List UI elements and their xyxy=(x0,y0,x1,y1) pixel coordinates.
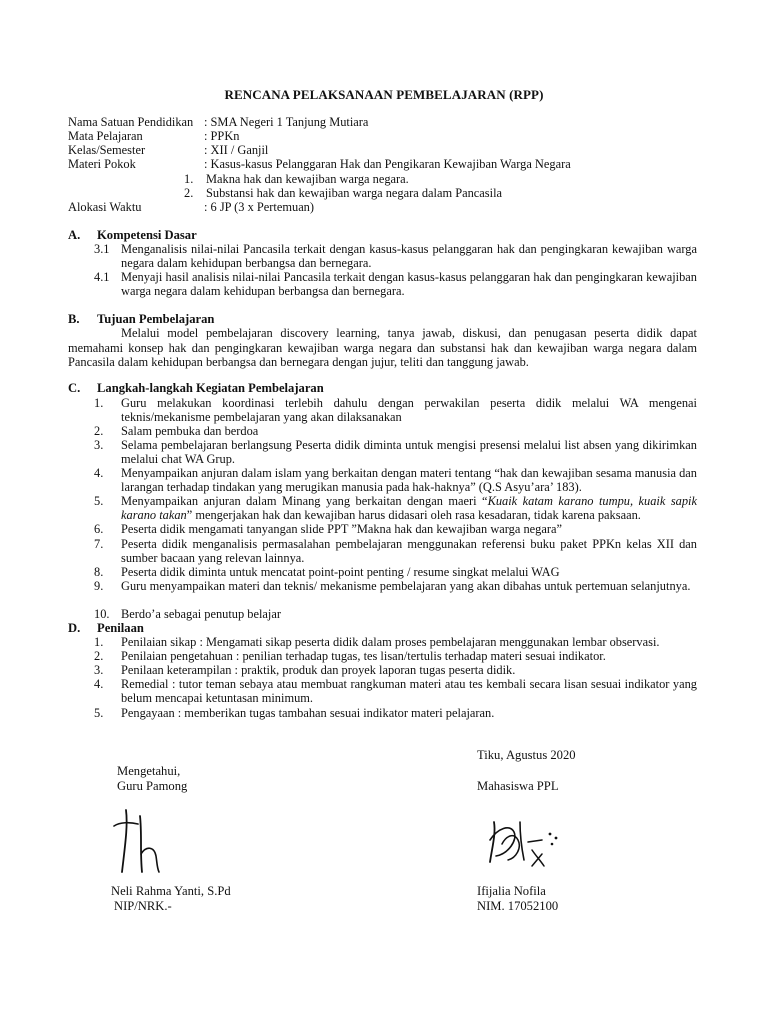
assessment-text-1: Penilaian sikap : Mengamati sikap peserta didik dalam proses pembelajaran menggunakan lembar observasi. xyxy=(121,635,660,649)
assessment-text-3: Penilaan keterampilan : praktik, produk dan proyek laporan tugas peserta didik. xyxy=(121,663,516,677)
materi-sub-num-1: 1. xyxy=(184,172,194,186)
step-num-2: 2. xyxy=(94,424,104,438)
step-text-6: Peserta didik mengamati tanyangan slide PPT ”Makna hak dan kewajiban warga negara” xyxy=(121,522,562,536)
kd-num-1: 3.1 xyxy=(94,242,110,256)
identity-label-topic: Materi Pokok xyxy=(68,157,136,171)
kd-num-2: 4.1 xyxy=(94,270,110,284)
assessment-num-1: 1. xyxy=(94,635,104,649)
tujuan-paragraph: Melalui model pembelajaran discovery learning, tanya jawab, diskusi, dan penugasan peserta didik dapat memahami konsep hak dan pengingkaran kewajiban warga negara dan substansi hak dan kewajiban warga negara dalam Pancasila dalam kehidupan berbangsa dan bernegara dengan jujur, teliti dan tanggung jawab. xyxy=(68,326,697,369)
identity-value-topic: : Kasus-kasus Pelanggaran Hak dan Pengikaran Kewajiban Warga Negara xyxy=(204,157,571,171)
section-b-letter: B. xyxy=(68,312,80,326)
step-num-4: 4. xyxy=(94,466,104,480)
section-c-title: Langkah-langkah Kegiatan Pembelajaran xyxy=(97,381,324,395)
step-text-9: Guru menyampaikan materi dan teknis/ mekanisme pembelajaran yang akan dibahas untuk pertemuan selanjutnya. xyxy=(121,579,691,593)
step-text-10: Berdo’a sebagai penutup belajar xyxy=(121,607,281,621)
left-signer-line1: Mengetahui, xyxy=(117,764,181,778)
step-num-10: 10. xyxy=(94,607,110,621)
section-b-title: Tujuan Pembelajaran xyxy=(97,312,215,326)
document-title: RENCANA PELAKSANAAN PEMBELAJARAN (RPP) xyxy=(224,87,544,102)
left-signer-name: Neli Rahma Yanti, S.Pd xyxy=(111,884,231,898)
section-c-heading xyxy=(68,381,324,396)
assessment-num-3: 3. xyxy=(94,663,104,677)
assessment-text-4: Remedial : tutor teman sebaya atau membuat rangkuman materi atau tes kembali secara lisan sesuai indikator yang belum mencapai ketuntasan minimum. xyxy=(121,677,697,706)
identity-label-class: Kelas/Semester xyxy=(68,143,146,157)
step-num-7: 7. xyxy=(94,537,104,551)
identity-value-time: : 6 JP (3 x Pertemuan) xyxy=(204,200,315,214)
step-text-1: Guru melakukan koordinasi terlebih dahulu dengan perwakilan peserta didik melalui WA mengenai teknis/mekanisme pembelajaran yang akan dilaksanakan xyxy=(121,396,697,425)
step-text-2: Salam pembuka dan berdoa xyxy=(121,424,259,438)
step-num-1: 1. xyxy=(94,396,104,410)
identity-value-school: : SMA Negeri 1 Tanjung Mutiara xyxy=(204,115,369,129)
step-num-6: 6. xyxy=(94,522,104,536)
section-c-letter: C. xyxy=(68,381,81,395)
section-a-letter: A. xyxy=(68,228,81,242)
kd-text-1: Menganalisis nilai-nilai Pancasila terkait dengan kasus-kasus pelanggaran hak dan pengingkaran kewajiban warga negara dalam kehidupan berbangsa dan bernegara. xyxy=(121,242,697,271)
section-a-title: Kompetensi Dasar xyxy=(97,228,197,242)
materi-sub-text-2: Substansi hak dan kewajiban warga negara dalam Pancasila xyxy=(206,186,503,200)
materi-sub-text-1: Makna hak dan kewajiban warga negara. xyxy=(206,172,409,186)
step-5-minang-proverb: Kuaik katam karano tumpu, kuaik sapik karano takan xyxy=(121,494,698,523)
identity-value-subject: : PPKn xyxy=(204,129,240,143)
step-text-3: Selama pembelajaran berlangsung Peserta didik diminta untuk mengisi presensi melalui list absen yang dikirimkan melalui chat WA Grup. xyxy=(121,438,697,467)
kd-text-2: Menyaji hasil analisis nilai-nilai Pancasila terkait dengan kasus-kasus pelanggaran hak dan pengingkaran kewajiban warga negara dalam kehidupan berbangsa dan bernegara. xyxy=(121,270,697,299)
left-signature-icon xyxy=(110,806,180,878)
place-date: Tiku, Agustus 2020 xyxy=(477,748,576,762)
step-text-4: Menyampaikan anjuran dalam islam yang berkaitan dengan materi tentang “hak dan kewajiban sesama manusia dan larangan terhadap tindakan yang merugikan manusia pada hak-haknya” (Q.S Asyu’ara’ 183). xyxy=(121,466,697,495)
materi-sub-num-2: 2. xyxy=(184,186,194,200)
step-num-9: 9. xyxy=(94,579,104,593)
assessment-text-2: Penilaian pengetahuan : penilian terhadap tugas, tes lisan/tertulis terhadap materi sesuai indikator. xyxy=(121,649,606,663)
identity-label-time: Alokasi Waktu xyxy=(68,200,142,214)
identity-label-school: Nama Satuan Pendidikan xyxy=(68,115,194,129)
step-num-3: 3. xyxy=(94,438,104,452)
step-num-5: 5. xyxy=(94,494,104,508)
identity-label-subject: Mata Pelajaran xyxy=(68,129,143,143)
step-num-8: 8. xyxy=(94,565,104,579)
step-text-8: Peserta didik diminta untuk mencatat point-point penting / resume singkat melalui WAG xyxy=(121,565,560,579)
section-d-heading xyxy=(68,621,144,636)
section-a-heading xyxy=(68,228,197,243)
right-signer-name: Ifijalia Nofila xyxy=(477,884,546,898)
right-signer-role: Mahasiswa PPL xyxy=(477,779,559,793)
left-signer-role: Guru Pamong xyxy=(117,779,188,793)
right-signer-id: NIM. 17052100 xyxy=(477,899,559,913)
identity-value-class: : XII / Ganjil xyxy=(204,143,269,157)
step-text-5 xyxy=(121,494,697,522)
assessment-num-2: 2. xyxy=(94,649,104,663)
right-signature-icon xyxy=(484,814,574,876)
section-d-title: Penilaan xyxy=(97,621,144,635)
assessment-num-5: 5. xyxy=(94,706,104,720)
section-d-letter: D. xyxy=(68,621,81,635)
assessment-num-4: 4. xyxy=(94,677,104,691)
left-signer-id: NIP/NRK.- xyxy=(114,899,172,913)
step-text-7: Peserta didik menganalisis permasalahan pembelajaran menggunakan referensi buku paket PPKn kelas XII dan sumber bacaan yang relevan lainnya. xyxy=(121,537,697,566)
step-5-text-after: ” mengerjakan hak dan kewajiban harus didasari oleh rasa kesadaran, tidak karena paksaan. xyxy=(186,508,641,523)
assessment-text-5: Pengayaan : memberikan tugas tambahan sesuai indikator materi pelajaran. xyxy=(121,706,495,720)
section-b-heading xyxy=(68,312,214,327)
step-5-text-before: Menyampaikan anjuran dalam Minang yang berkaitan dengan maeri “ xyxy=(121,494,488,508)
